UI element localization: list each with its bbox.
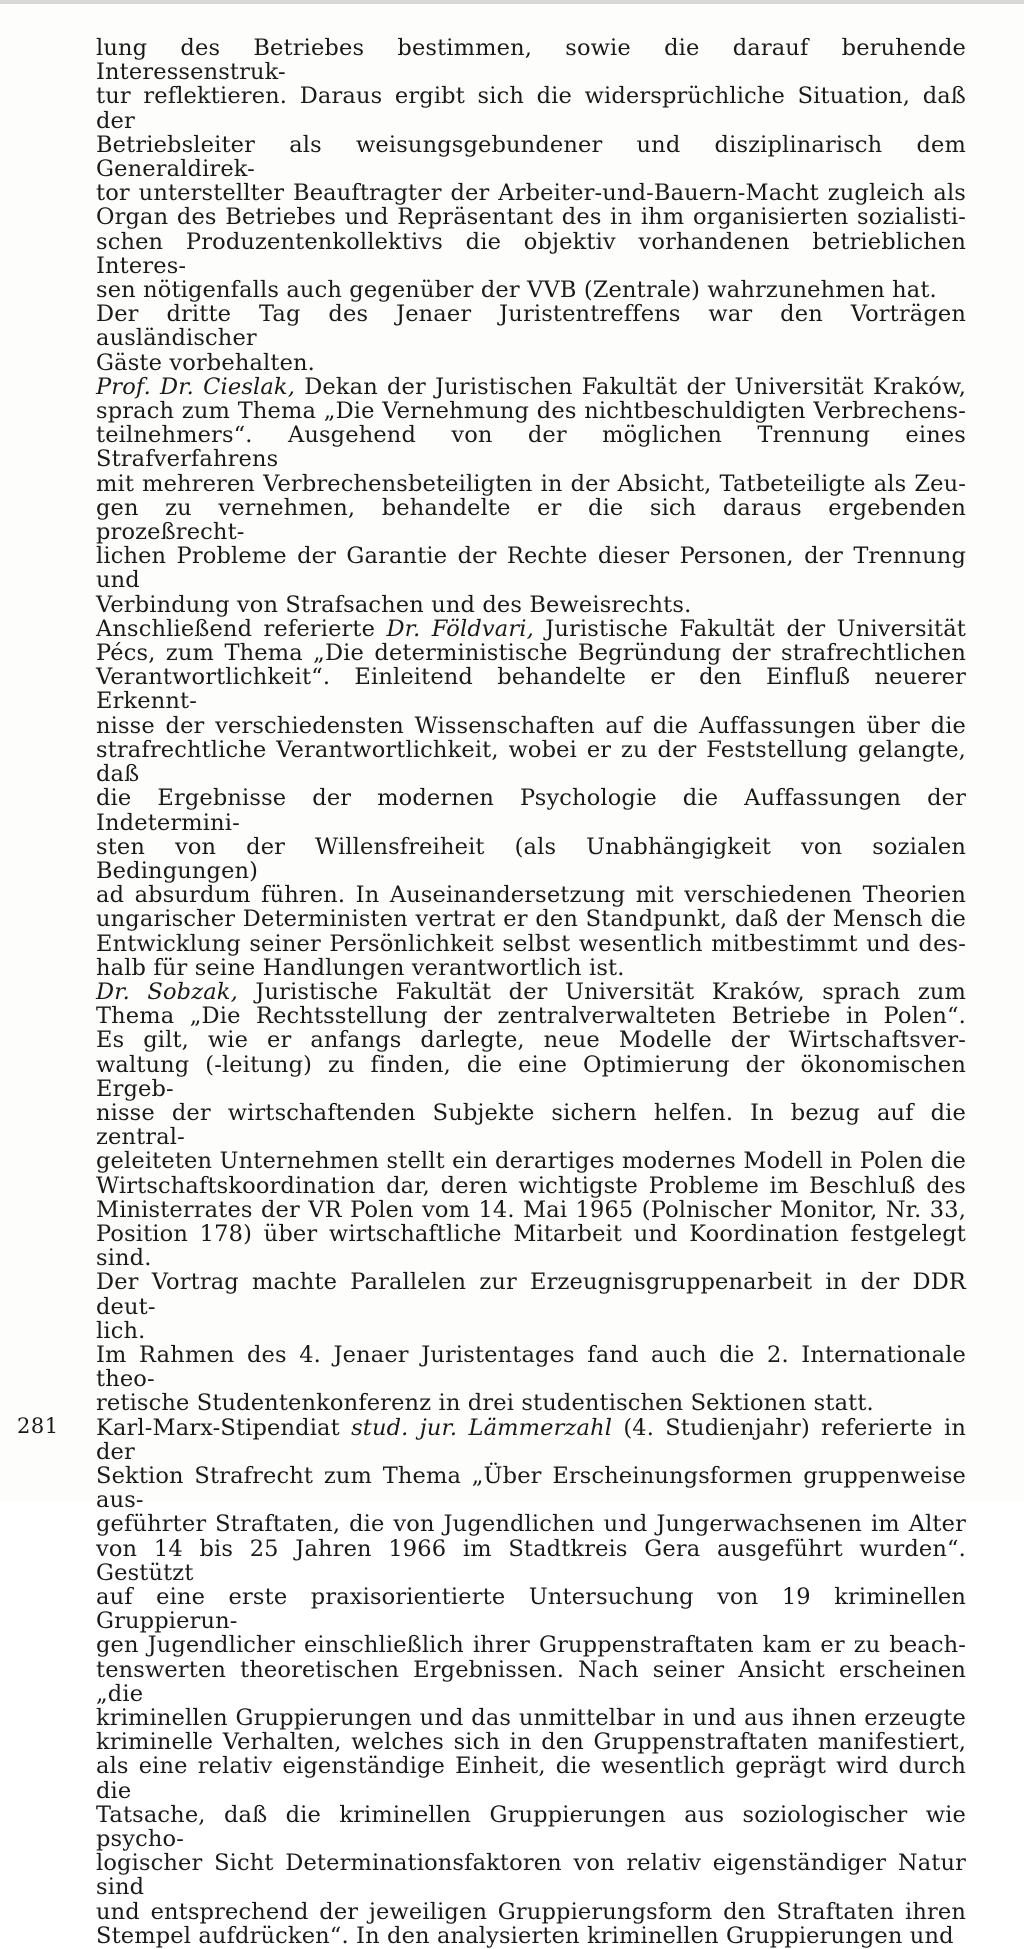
text-line	[96, 36, 966, 84]
line-text: tur reflektieren. Daraus ergibt sich die widersprüchliche Situation, daß der	[96, 83, 966, 134]
paragraph	[96, 1343, 966, 1416]
text-line	[96, 738, 966, 786]
text-line	[96, 1198, 966, 1222]
line-text: geleiteten Unternehmen stellt ein derartiges modernes Modell in Polen die	[96, 1148, 966, 1175]
text-line	[96, 1028, 966, 1052]
line-text: Verbindung von Strafsachen und des Beweisrechts.	[96, 591, 692, 618]
text-line	[96, 641, 966, 665]
text-line	[96, 1004, 966, 1028]
line-text: strafrechtliche Verantwortlichkeit, wobei er zu der Feststellung gelangte, daß	[96, 736, 966, 788]
text-line	[96, 472, 966, 496]
line-text: nisse der verschiedensten Wissenschaften auf die Auffassungen über die	[96, 712, 966, 739]
paragraph	[96, 36, 966, 302]
text-line	[96, 617, 966, 641]
scan-edge	[0, 0, 1024, 4]
text-line	[96, 1319, 966, 1343]
text-line	[96, 1464, 966, 1512]
paragraph	[96, 302, 966, 375]
paragraph	[96, 375, 966, 617]
text-line	[96, 1537, 966, 1585]
text-line	[96, 1900, 966, 1924]
paragraph	[96, 1416, 966, 1948]
line-text: teilnehmers“. Ausgehend von der möglichen Trennung eines Strafverfahrens	[96, 422, 966, 473]
text-line	[96, 1803, 966, 1851]
text-line	[96, 544, 966, 592]
line-text: lung des Betriebes bestimmen, sowie die darauf beruhende Interessenstruk-	[96, 35, 966, 86]
line-text: von 14 bis 25 Jahren 1966 im Stadtkreis Gera ausgeführt wurden“. Gestützt	[96, 1535, 966, 1586]
text-line	[96, 932, 966, 956]
text-line	[96, 84, 966, 132]
line-text: Juristische Fakultät der Universität Kraków, sprach zum	[237, 978, 966, 1005]
line-text: Position 178) über wirtschaftliche Mitarbeit und Koordination festgelegt sind.	[96, 1220, 966, 1272]
line-text: sten von der Willensfreiheit (als Unabhängigkeit von sozialen Bedingungen)	[96, 833, 966, 884]
page-number: 281	[17, 1414, 59, 1438]
line-text: Dekan der Juristischen Fakultät der Universität Kraków,	[295, 373, 966, 400]
text-line	[96, 1754, 966, 1802]
text-line	[96, 1416, 966, 1464]
text-line	[96, 714, 966, 738]
line-text: Wirtschaftskoordination dar, deren wichtigste Probleme im Beschluß des	[96, 1172, 966, 1199]
text-line	[96, 496, 966, 544]
speaker-name: stud. jur. Lämmerzahl	[351, 1414, 613, 1441]
speaker-name: Dr. Sobzak,	[96, 978, 238, 1005]
text-line	[96, 593, 966, 617]
line-text: Verantwortlichkeit“. Einleitend behandelte er den Einfluß neuerer Erkennt-	[96, 664, 966, 715]
line-text: sen nötigenfalls auch gegenüber der VVB (Zentrale) wahrzunehmen hat.	[96, 277, 937, 304]
text-line	[96, 181, 966, 205]
line-text: Stempel aufdrücken“. In den analysierten kriminellen Gruppierungen und	[96, 1922, 954, 1949]
line-text: (4. Studienjahr) referierte in der	[96, 1414, 966, 1465]
text-line	[96, 1391, 966, 1415]
line-text: retische Studentenkonferenz in drei studentischen Sektionen statt.	[96, 1390, 874, 1417]
text-line	[96, 835, 966, 883]
text-line	[96, 375, 966, 399]
line-text: logischer Sicht Determinationsfaktoren von relativ eigenständiger Natur sind	[96, 1850, 966, 1901]
text-line	[96, 302, 966, 350]
line-text: kriminelle Verhalten, welches sich in den Gruppenstraftaten manifestiert,	[96, 1729, 966, 1756]
text-line	[96, 1174, 966, 1198]
line-text: Der Vortrag machte Parallelen zur Erzeugnisgruppenarbeit in der DDR deut-	[96, 1269, 966, 1320]
line-text: Der dritte Tag des Jenaer Juristentreffens war den Vorträgen ausländischer	[96, 301, 966, 352]
text-line	[96, 1585, 966, 1633]
speaker-name: Dr. Földvari,	[386, 615, 534, 642]
text-line	[96, 1924, 966, 1948]
line-text: die Ergebnisse der modernen Psychologie die Auffassungen der Indetermini-	[96, 785, 966, 836]
line-text: geführter Straftaten, die von Jugendlichen und Jungerwachsenen im Alter	[96, 1511, 966, 1538]
text-line	[96, 133, 966, 181]
line-text: Organ des Betriebes und Repräsentant des in ihm organisierten sozialisti-	[96, 204, 966, 231]
line-text: Thema „Die Rechtsstellung der zentralverwalteten Betriebe in Polen“.	[96, 1003, 966, 1030]
speaker-name: Prof. Dr. Cieslak,	[96, 373, 296, 400]
line-text: lich.	[96, 1317, 146, 1344]
line-text: Pécs, zum Thema „Die deterministische Begründung der strafrechtlichen	[96, 640, 966, 667]
line-text: halb für seine Handlungen verantwortlich ist.	[96, 954, 625, 981]
line-text: auf eine erste praxisorientierte Untersuchung von 19 kriminellen Gruppierun-	[96, 1584, 966, 1635]
text-line	[96, 399, 966, 423]
paragraph-lead-text: Karl-Marx-Stipendiat	[96, 1414, 352, 1441]
paragraph-lead-text: Anschließend referierte	[96, 615, 387, 642]
text-line	[96, 278, 966, 302]
line-text: Sektion Strafrecht zum Thema „Über Erscheinungsformen gruppenweise aus-	[96, 1462, 966, 1514]
line-text: tenswerten theoretischen Ergebnissen. Nach seiner Ansicht erscheinen „die	[96, 1656, 966, 1707]
line-text: und entsprechend der jeweiligen Gruppierungsform den Straftaten ihren	[96, 1898, 966, 1925]
text-line	[96, 230, 966, 278]
line-text: nisse der wirtschaftenden Subjekte sichern helfen. In bezug auf die zentral-	[96, 1099, 966, 1151]
line-text: schen Produzentenkollektivs die objektiv vorhandenen betrieblichen Interes-	[96, 228, 966, 279]
line-text: Tatsache, daß die kriminellen Gruppierungen aus soziologischer wie psycho-	[96, 1801, 966, 1853]
line-text: Ministerrates der VR Polen vom 14. Mai 1965 (Polnischer Monitor, Nr. 33,	[96, 1196, 966, 1223]
text-line	[96, 1706, 966, 1730]
text-line	[96, 980, 966, 1004]
line-text: sprach zum Thema „Die Vernehmung des nichtbeschuldigten Verbrechens-	[96, 398, 966, 425]
line-text: mit mehreren Verbrechensbeteiligten in der Absicht, Tatbeteiligte als Zeu-	[96, 470, 966, 497]
text-line	[96, 665, 966, 713]
paragraph	[96, 980, 966, 1343]
text-line	[96, 205, 966, 229]
text-line	[96, 1851, 966, 1899]
line-text: gen Jugendlicher einschließlich ihrer Gruppenstraftaten kam er zu beach-	[96, 1632, 966, 1659]
text-line	[96, 956, 966, 980]
text-line	[96, 351, 966, 375]
text-line	[96, 1053, 966, 1101]
text-line	[96, 423, 966, 471]
line-text: Gäste vorbehalten.	[96, 349, 315, 376]
text-line	[96, 907, 966, 931]
text-line	[96, 786, 966, 834]
text-line	[96, 883, 966, 907]
line-text: gen zu vernehmen, behandelte er die sich daraus ergebenden prozeßrecht-	[96, 494, 966, 546]
line-text: kriminellen Gruppierungen und das unmittelbar in und aus ihnen erzeugte	[96, 1705, 966, 1732]
text-line	[96, 1222, 966, 1270]
text-line	[96, 1343, 966, 1391]
text-line	[96, 1512, 966, 1536]
text-line	[96, 1730, 966, 1754]
line-text: tor unterstellter Beauftragter der Arbeiter-und-Bauern-Macht zugleich als	[96, 180, 966, 207]
line-text: lichen Probleme der Garantie der Rechte dieser Personen, der Trennung und	[96, 543, 966, 594]
line-text: waltung (-leitung) zu finden, die eine Optimierung der ökonomischen Ergeb-	[96, 1051, 966, 1102]
paragraph	[96, 617, 966, 980]
text-line	[96, 1658, 966, 1706]
line-text: Es gilt, wie er anfangs darlegte, neue Modelle der Wirtschaftsver-	[96, 1027, 966, 1054]
text-line	[96, 1101, 966, 1149]
body-text-column	[96, 36, 966, 1948]
text-line	[96, 1270, 966, 1318]
text-line	[96, 1149, 966, 1173]
text-line	[96, 1633, 966, 1657]
line-text: als eine relativ eigenständige Einheit, die wesentlich geprägt wird durch die	[96, 1753, 966, 1804]
line-text: ad absurdum führen. In Auseinandersetzung mit verschiedenen Theorien	[96, 882, 966, 909]
line-text: Juristische Fakultät der Universität	[533, 615, 966, 642]
line-text: Betriebsleiter als weisungsgebundener und disziplinarisch dem Generaldirek-	[96, 131, 966, 183]
line-text: ungarischer Deterministen vertrat er den Standpunkt, daß der Mensch die	[96, 906, 966, 933]
line-text: Entwicklung seiner Persönlichkeit selbst wesentlich mitbestimmt und des-	[96, 930, 966, 957]
line-text: Im Rahmen des 4. Jenaer Juristentages fand auch die 2. Internationale theo-	[96, 1341, 966, 1393]
